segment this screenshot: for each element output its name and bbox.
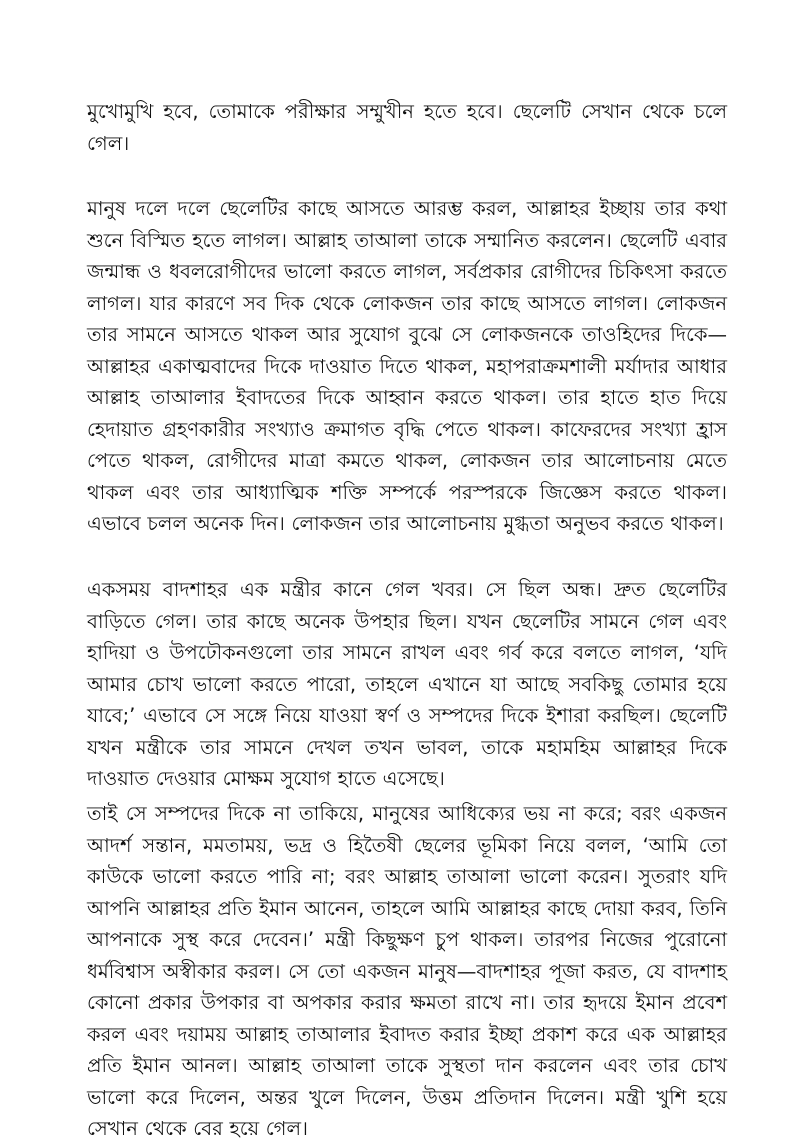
paragraph-4: তাই সে সম্পদের দিকে না তাকিয়ে, মানুষের আধিক্যের ভয় না করে; বরং একজন আদর্শ সন্তান, মমতাময়, ভদ্র ও হিতৈষী ছেলের ভূমিকা নিয়ে বলল, ‘আমি তো কাউকে ভালো করতে পারি না; বরং আল্লাহ তাআলা ভালো করেন। সুতরাং যদি আপনি আল্লাহর প্রতি ইমান আনেন, তাহলে আমি আল্লাহর কাছে দোয়া করব, তিনি আপনাকে সুস্থ করে দেবেন।’ মন্ত্রী কিছুক্ষণ চুপ থাকল। তারপর নিজের পুরোনো ধর্মবিশ্বাস অস্বীকার করল। সে তো একজন মানুষ—বাদশাহর পূজা করত, যে বাদশাহ কোনো প্রকার উপকার বা অপকার করার ক্ষমতা রাখে না। তার হৃদয়ে ইমান প্রবেশ করল এবং দয়াময় আল্লাহ তাআলার ইবাদত করার ইচ্ছা প্রকাশ করে এক আল্লাহর প্রতি ইমান আনল। আল্লাহ তাআলা তাকে সুস্থতা দান করলেন এবং তার চোখ ভালো করে দিলেন, অন্তর খুলে দিলেন, উত্তম প্রতিদান দিলেন। মন্ত্রী খুশি হয়ে সেখান থেকে বের হয়ে গেল। xyxy=(87,802,727,1140)
paragraph-3: একসময় বাদশাহর এক মন্ত্রীর কানে গেল খবর। সে ছিল অন্ধ। দ্রুত ছেলেটির বাড়িতে গেল। তার কাছে অনেক উপহার ছিল। যখন ছেলেটির সামনে গেল এবং হাদিয়া ও উপঢৌকনগুলো তার সামনে রাখল এবং গর্ব করে বলতে লাগল, ‘যদি আমার চোখ ভালো করতে পারো, তাহলে এখানে যা আছে সবকিছু তোমার হয়ে যাবে;’ এভাবে সে সঙ্গে নিয়ে যাওয়া স্বর্ণ ও সম্পদের দিকে ইশারা করছিল। ছেলেটি যখন মন্ত্রীকে তার সামনে দেখল তখন ভাবল, তাকে মহামহিম আল্লাহর দিকে দাওয়াত দেওয়ার মোক্ষম সুযোগ হাতে এসেছে। xyxy=(87,578,727,790)
paragraph-1: মুখোমুখি হবে, তোমাকে পরীক্ষার সম্মুখীন হতে হবে। ছেলেটি সেখান থেকে চলে গেল। xyxy=(87,100,727,155)
paragraph-2: মানুষ দলে দলে ছেলেটির কাছে আসতে আরম্ভ করল, আল্লাহর ইচ্ছায় তার কথা শুনে বিস্মিত হতে লাগল। আল্লাহ তাআলা তাকে সম্মানিত করলেন। ছেলেটি এবার জন্মান্ধ ও ধবলরোগীদের ভালো করতে লাগল, সর্বপ্রকার রোগীদের চিকিৎসা করতে লাগল। যার কারণে সব দিক থেকে লোকজন তার কাছে আসতে লাগল। লোকজন তার সামনে আসতে থাকল আর সুযোগ বুঝে সে লোকজনকে তাওহিদের দিকে—আল্লাহর একাত্মবাদের দিকে দাওয়াত দিতে থাকল, মহাপরাক্রমশালী মর্যাদার আধার আল্লাহ তাআলার ইবাদতের দিকে আহ্বান করতে থাকল। তার হাতে হাত দিয়ে হেদায়াত গ্রহণকারীর সংখ্যাও ক্রমাগত বৃদ্ধি পেতে থাকল। কাফেরদের সংখ্যা হ্রাস পেতে থাকল, রোগীদের মাত্রা কমতে থাকল, লোকজন তার আলোচনায় মেতে থাকল এবং তার আধ্যাত্মিক শক্তি সম্পর্কে পরস্পরকে জিজ্ঞেস করতে থাকল। এভাবে চলল অনেক দিন। লোকজন তার আলোচনায় মুগ্ধতা অনুভব করতে থাকল। xyxy=(87,197,727,535)
